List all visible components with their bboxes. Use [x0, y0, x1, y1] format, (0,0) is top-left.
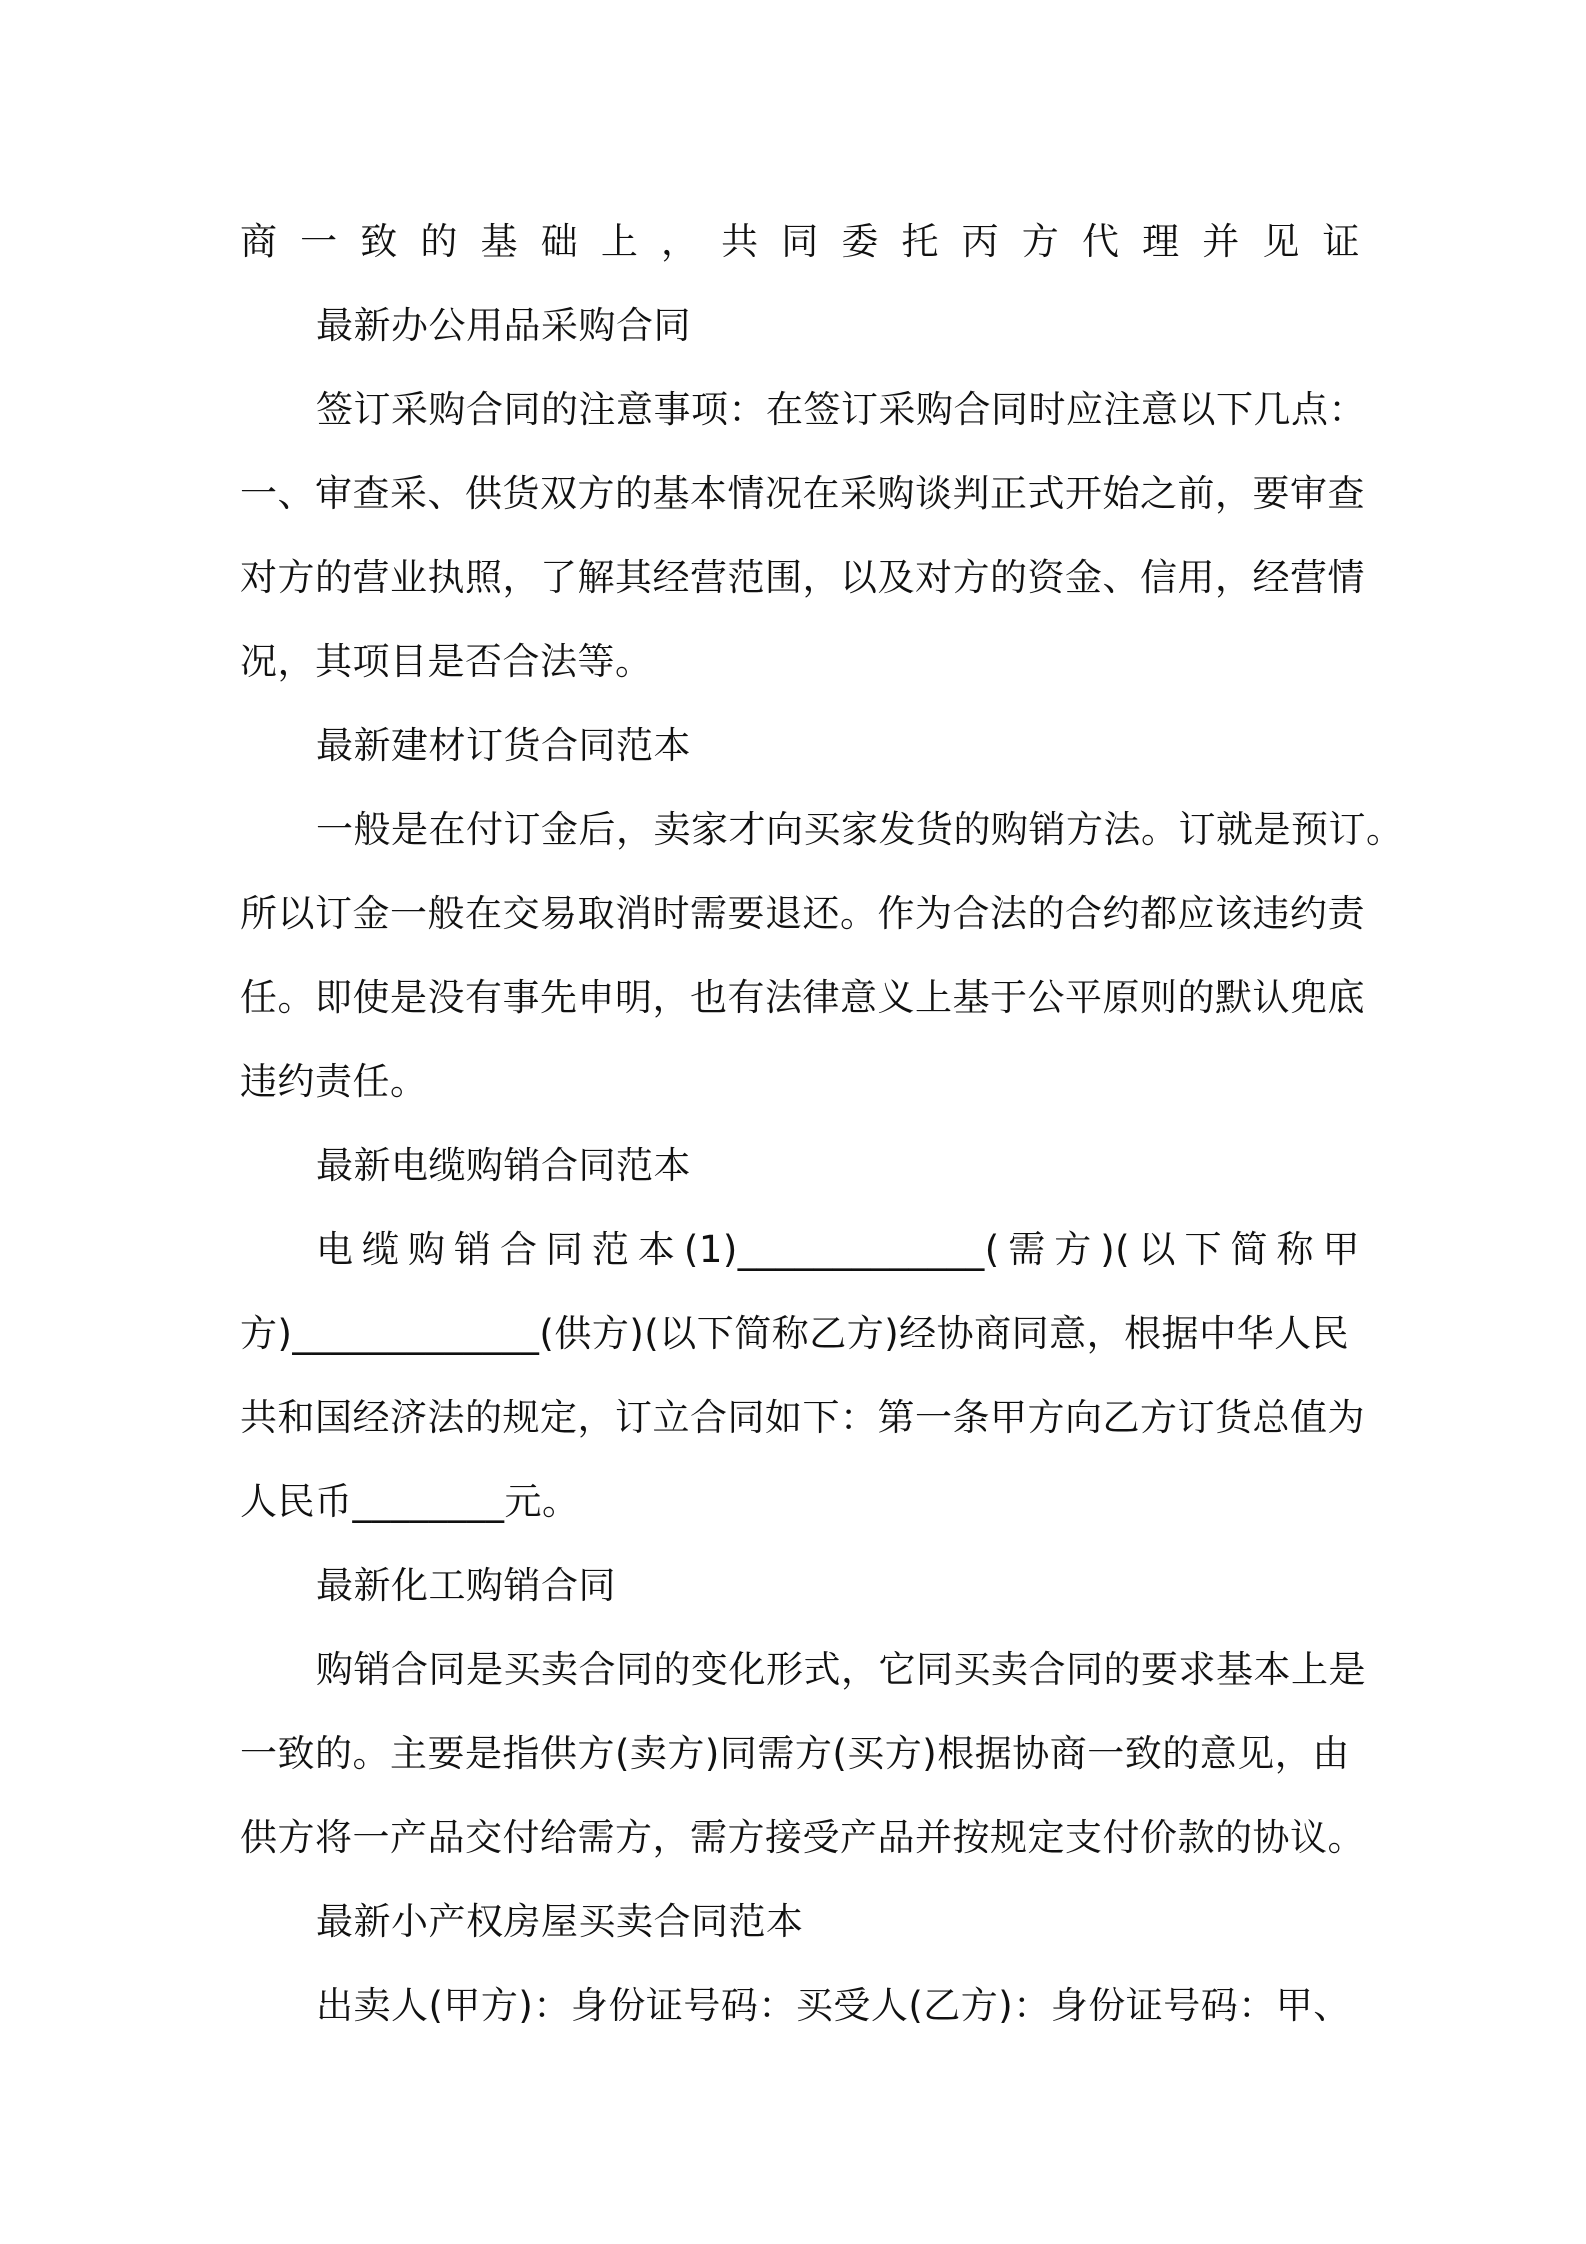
- document-body: [240, 200, 1404, 2048]
- paragraph-line: 对方的营业执照，了解其经营范围，以及对方的资金、信用，经营情: [240, 556, 1365, 599]
- paragraph-line: 况，其项目是否合法等。: [240, 640, 653, 683]
- section-heading-chemical: 最新化工购销合同: [316, 1564, 616, 1607]
- section-heading-cable: 最新电缆购销合同范本: [316, 1144, 691, 1187]
- paragraph-line: 违约责任。: [240, 1060, 428, 1103]
- paragraph-line: 出卖人(甲方)：身份证号码：买受人(乙方)：身份证号码：甲、: [316, 1984, 1351, 2027]
- section-heading-office-supplies: 最新办公用品采购合同: [316, 304, 691, 347]
- paragraph-line: 供方将一产品交付给需方，需方接受产品并按规定支付价款的协议。: [240, 1816, 1365, 1859]
- paragraph-line: 一、审查采、供货双方的基本情况在采购谈判正式开始之前，要审查: [240, 472, 1365, 515]
- paragraph-line: 购销合同是买卖合同的变化形式，它同买卖合同的要求基本上是: [316, 1648, 1366, 1691]
- paragraph-line: 所以订金一般在交易取消时需要退还。作为合法的合约都应该违约责: [240, 892, 1365, 935]
- paragraph-line: 电缆购销合同范本(1)_____________(需方)(以下简称甲: [316, 1228, 1360, 1271]
- paragraph-line: 一般是在付订金后，卖家才向买家发货的购销方法。订就是预订。: [316, 808, 1404, 851]
- section-heading-building-materials: 最新建材订货合同范本: [316, 724, 691, 767]
- paragraph-line: 商一致的基础上，共同委托丙方代理并见证: [240, 220, 1360, 263]
- paragraph-line: 任。即使是没有事先申明，也有法律意义上基于公平原则的默认兜底: [240, 976, 1365, 1019]
- paragraph-line: 人民币________元。: [240, 1480, 580, 1523]
- paragraph-line: 一致的。主要是指供方(卖方)同需方(买方)根据协商一致的意见，由: [240, 1732, 1350, 1775]
- paragraph-line: 共和国经济法的规定，订立合同如下：第一条甲方向乙方订货总值为: [240, 1396, 1365, 1439]
- section-heading-property: 最新小产权房屋买卖合同范本: [316, 1900, 804, 1943]
- paragraph-line: 签订采购合同的注意事项：在签订采购合同时应注意以下几点：: [316, 388, 1366, 431]
- paragraph-line: 方)_____________(供方)(以下简称乙方)经协商同意，根据中华人民: [240, 1312, 1350, 1355]
